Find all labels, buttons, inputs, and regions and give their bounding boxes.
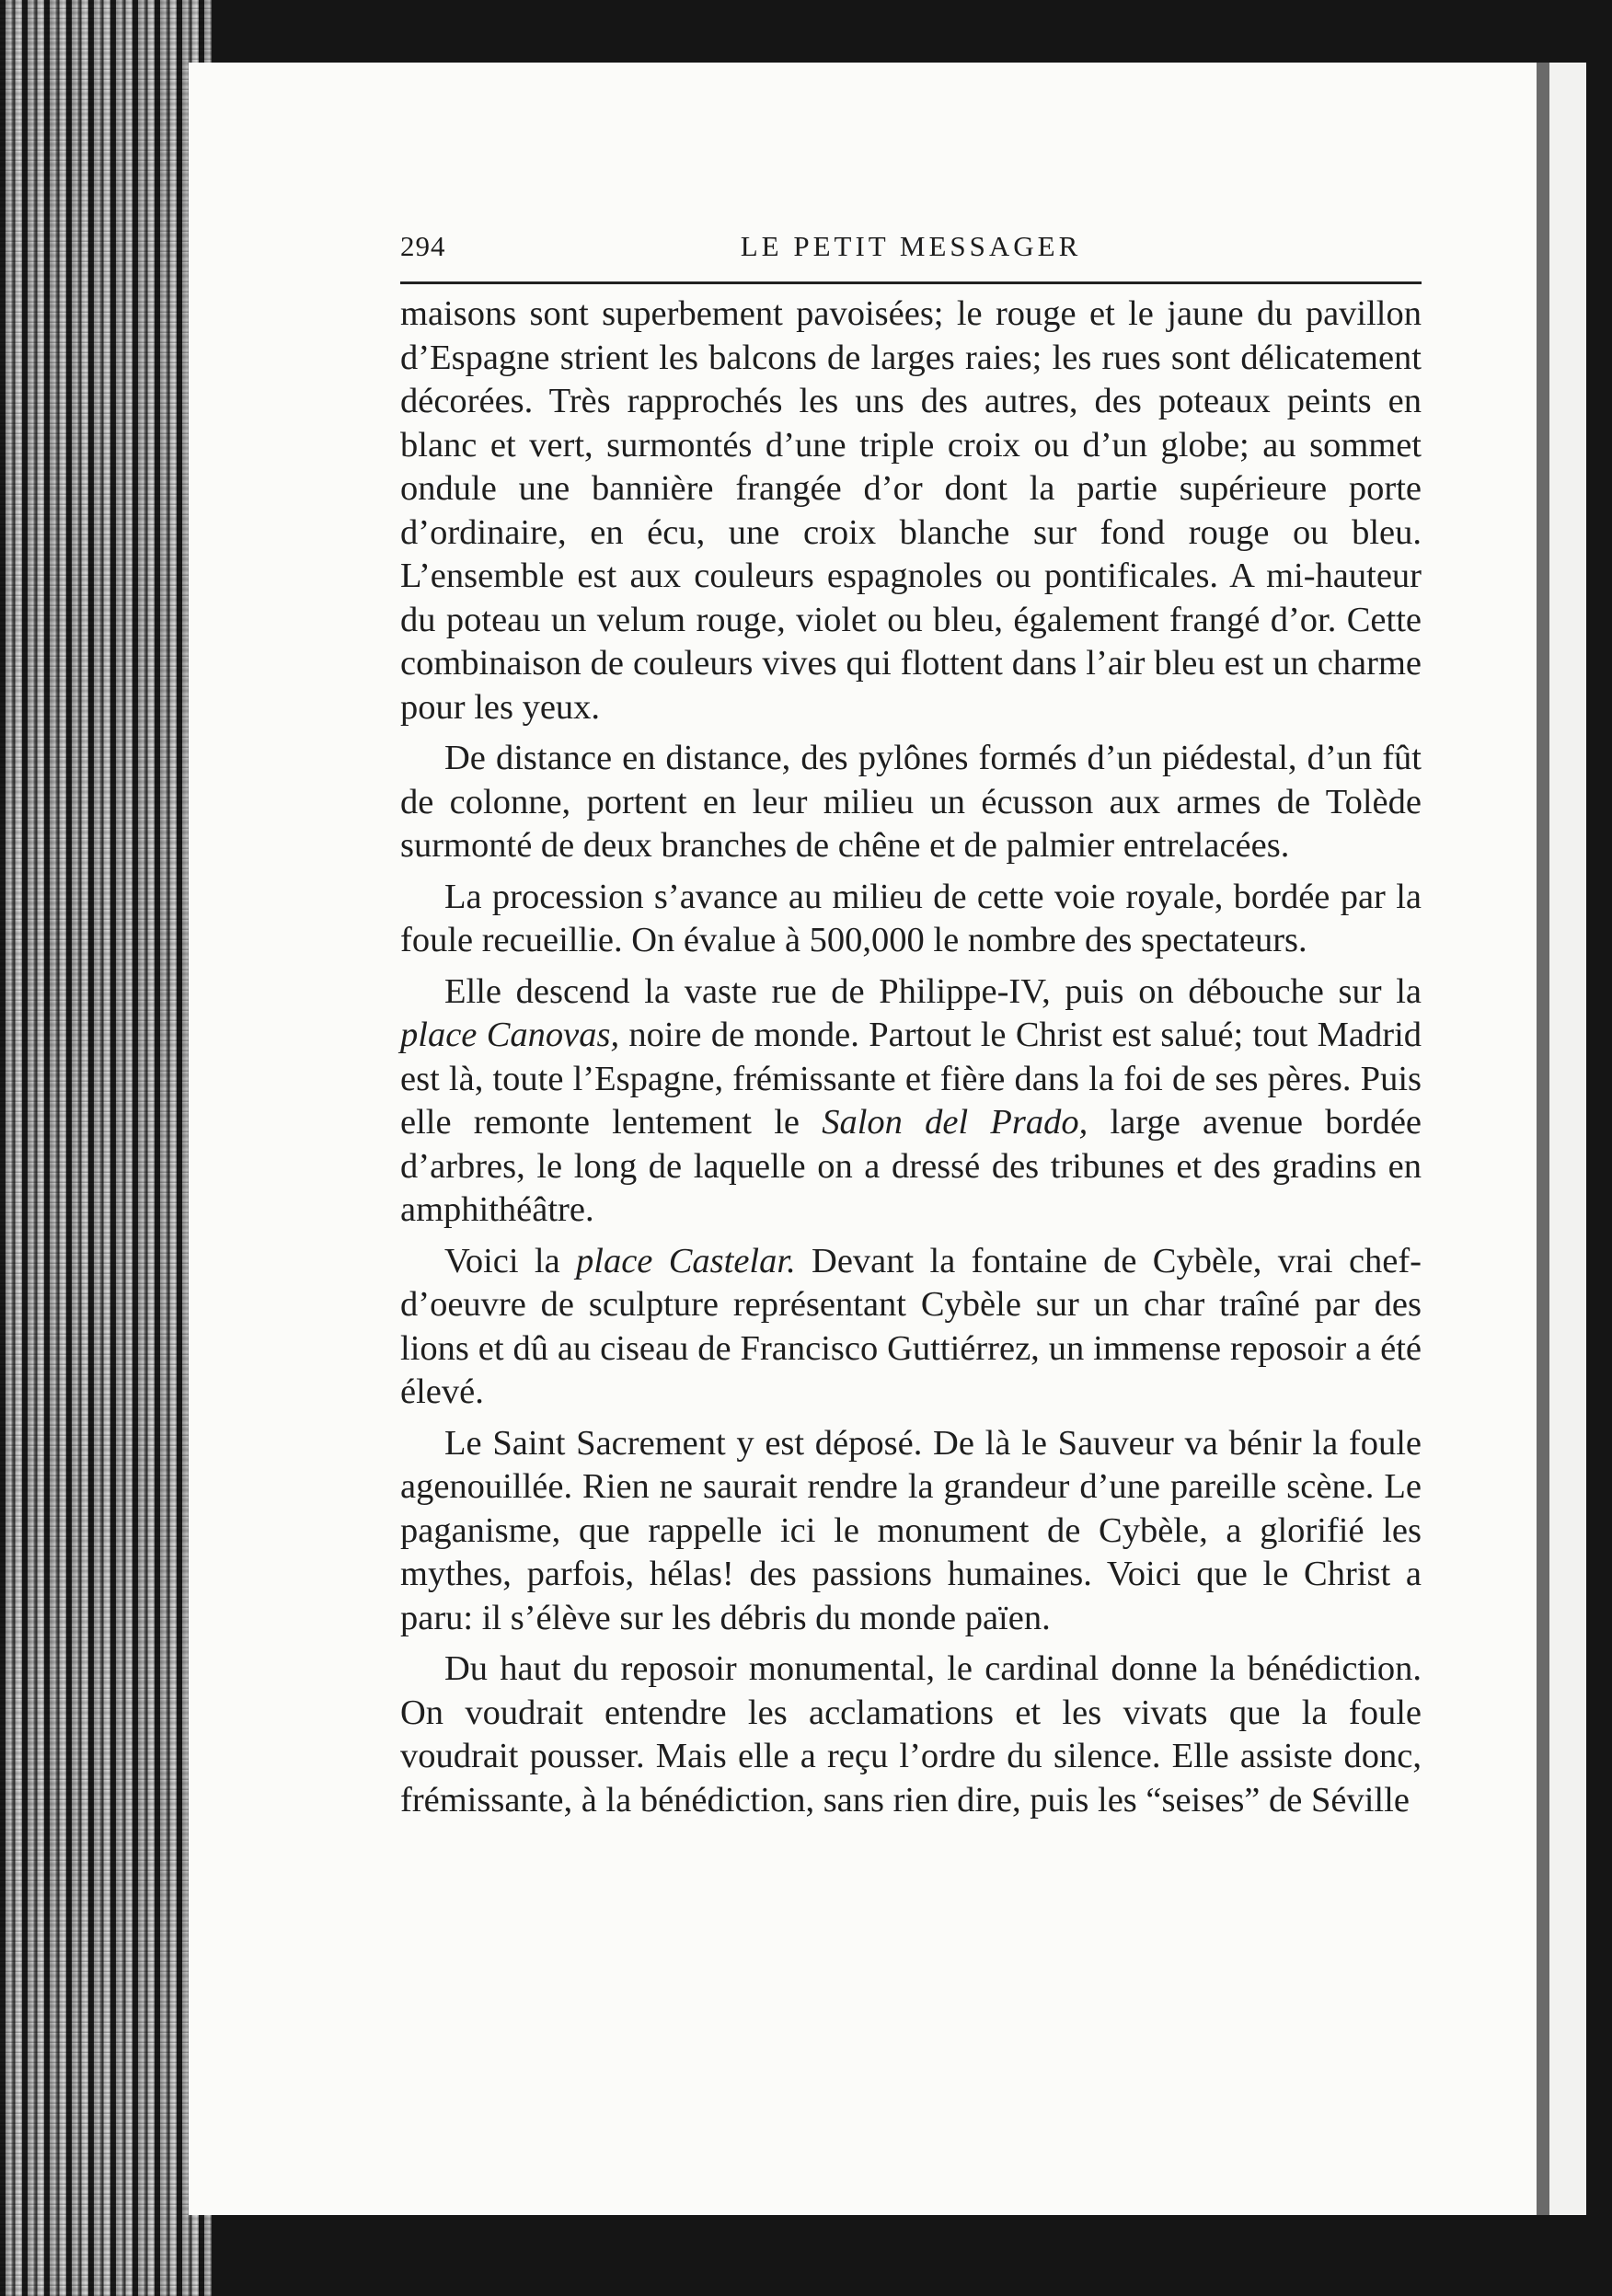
paragraph: La procession s’avance au milieu de cette voie royale, bordée par la foule recueillie. On évalue à 500,000 le nombre des spectateurs. — [400, 877, 1422, 959]
page-number: 294 — [400, 230, 446, 262]
header-rule — [400, 281, 1422, 284]
paragraph: maisons sont superbement pavoisées; le rouge et le jaune du pavillon d’Espagne strient les balcons de larges raies; les rues sont délicatement décorées. Très rapprochés les uns des autres, des poteaux peints en blanc et vert, surmontés d’une triple croix ou d’un globe; au sommet ondule une bannière frangée d’or dont la partie supérieure porte d’ordinaire, en écu, une croix blanche sur fond rouge ou bleu. L’ensemble est aux couleurs espagnoles ou pontificales. A mi-hauteur du poteau un velum rouge, violet ou bleu, également frangé d’or. Cette combinaison de couleurs vives qui flottent dans l’air bleu est un charme pour les yeux. — [400, 294, 1422, 727]
paragraph — [400, 1240, 1422, 1415]
paragraph — [400, 970, 1422, 1233]
page-header — [400, 230, 1422, 276]
italic-place-name: place Canovas, — [400, 1016, 620, 1054]
text-run: noire de monde. Partout le Christ est salué; tout Madrid est là, toute l’Espagne, frémissante et fière dans la foi de ses pères. Puis elle remonte lentement le — [400, 1016, 1422, 1142]
running-title: LE PETIT MESSAGER — [740, 230, 1082, 262]
facing-page-sliver — [1549, 63, 1586, 2215]
paragraph: Du haut du reposoir monumental, le cardinal donne la bénédiction. On voudrait entendre les acclamations et les vivats que la foule voudrait pousser. Mais elle a reçu l’ordre du silence. Elle assiste donc, frémissante, à la bénédiction, sans rien dire, puis les “seises” de Séville — [400, 1649, 1422, 1820]
text-run: large avenue bordée d’arbres, le long de laquelle on a dressé des tribunes et des gradins en amphithéâtre. — [400, 1103, 1422, 1229]
text-run: Devant la fontaine de Cybèle, vrai chef-d’oeuvre de sculpture représentant Cybèle sur un char traîné par des lions et dû au ciseau de Francisco Guttiérrez, un immense reposoir a été élevé. — [400, 1241, 1422, 1411]
italic-place-name: place Castelar. — [576, 1241, 796, 1280]
text-run: Elle descend la vaste rue de Philippe-IV, puis on débouche sur la — [444, 971, 1422, 1011]
paragraph: De distance en distance, des pylônes formés d’un piédestal, d’un fût de colonne, portent en leur milieu un écusson aux armes de Tolède surmonté de deux branches de chêne et de palmier entrelacées. — [400, 739, 1422, 865]
italic-place-name: Salon del Prado, — [822, 1103, 1088, 1142]
paragraph: Le Saint Sacrement y est déposé. De là le Sauveur va bénir la foule agenouillée. Rien ne saurait rendre la grandeur d’une pareille scène. Le paganisme, que rappelle ici le monument de Cybèle, a glorifié les mythes, parfois, hélas! des passions humaines. Voici que le Christ a paru: il s’élève sur les débris du monde païen. — [400, 1423, 1422, 1637]
body-text — [400, 293, 1422, 1822]
text-run: Voici la — [444, 1241, 577, 1280]
book-gutter-edge — [1537, 63, 1549, 2215]
book-page-edges — [0, 0, 212, 2296]
